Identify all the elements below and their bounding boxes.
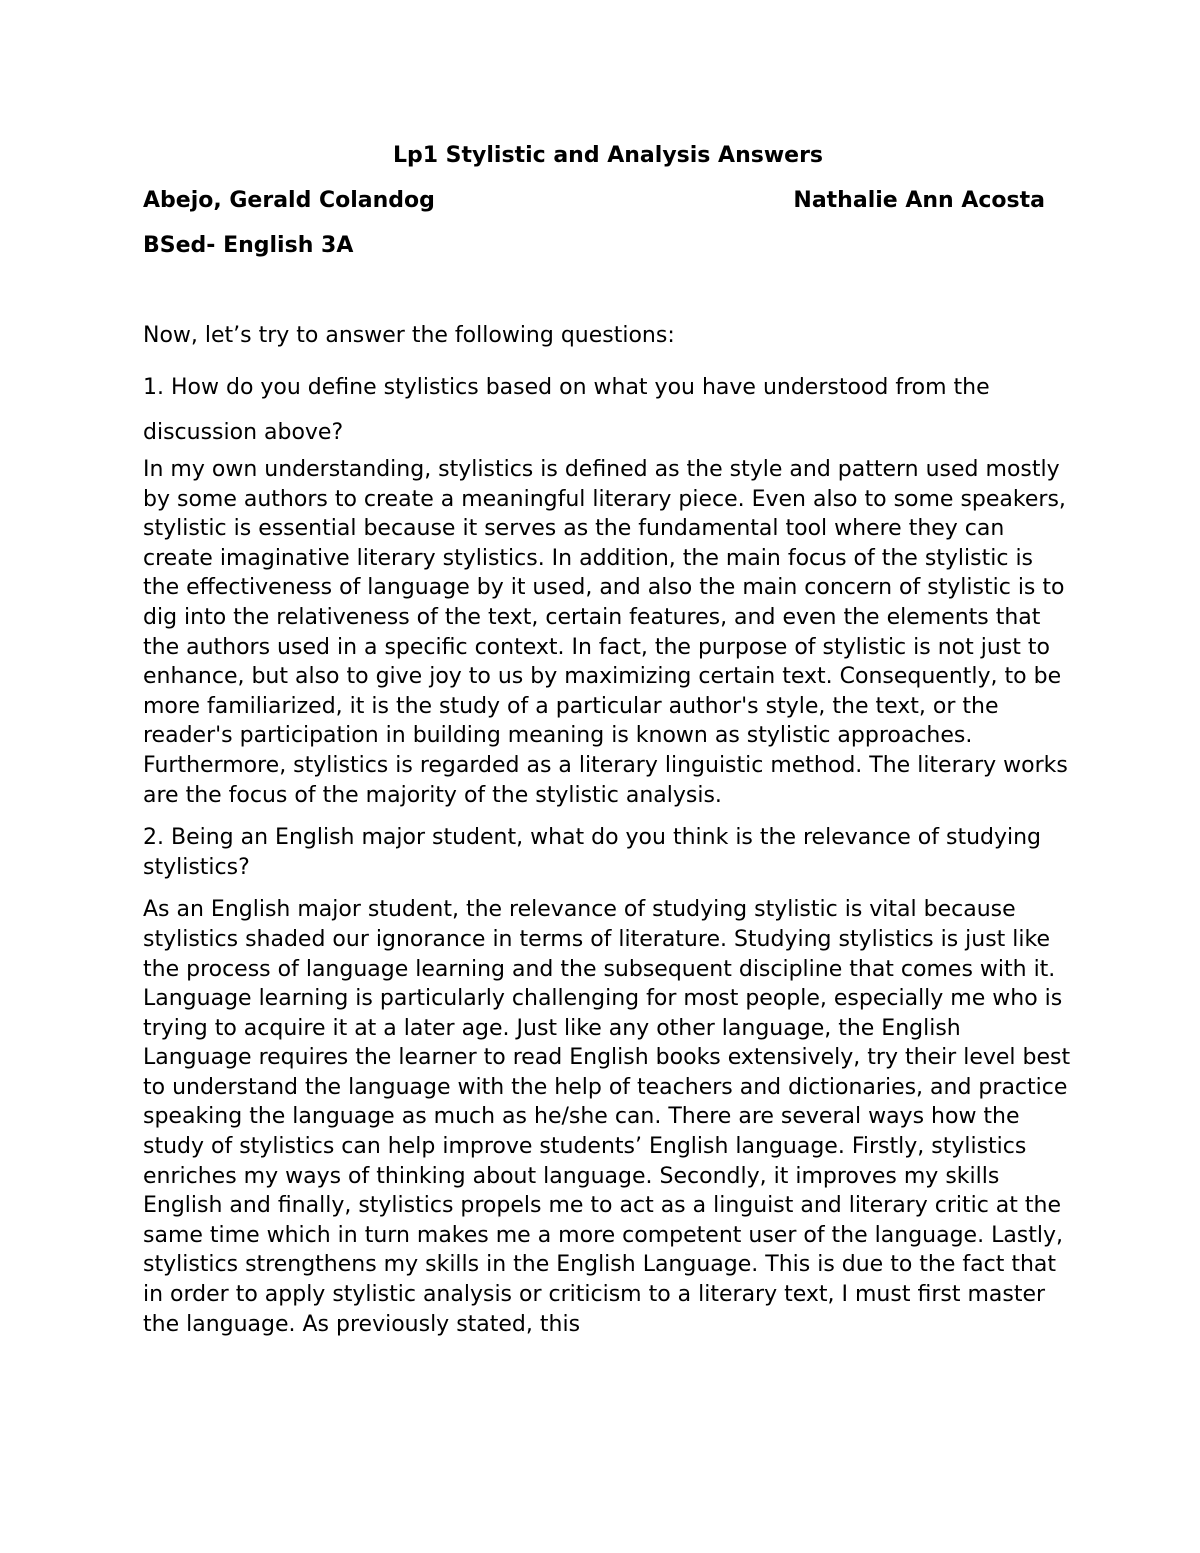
answer-2: As an English major student, the relevance of studying stylistic is vital because stylistics shaded our ignorance in terms of literature. Studying stylistics is just like the process of language learning and the subsequent discipline that comes with it. Language learning is particularly challenging for most people, especially me who is trying to acquire it at a later age. Just like any other language, the English Language requires the learner to read English books extensively, try their level best to understand the language with the help of teachers and dictionaries, and practice speaking the language as much as he/she can. There are several ways how the study of stylistics can help improve students’ English language. Firstly, stylistics enriches my ways of thinking about language. Secondly, it improves my skills English and finally, stylistics propels me to act as a linguist and literary critic at the same time which in turn makes me a more competent user of the language. Lastly, stylistics strengthens my skills in the English Language. This is due to the fact that in order to apply stylistic analysis or criticism to a literary text, I must first master the language. As previously stated, this <box>143 897 1071 1337</box>
author-name-left: Abejo, Gerald Colandog <box>143 188 435 213</box>
course-section: BSed- English 3A <box>143 233 354 258</box>
document-title: Lp1 Stylistic and Analysis Answers <box>392 143 824 168</box>
author-name-right: Nathalie Ann Acosta <box>793 188 1045 213</box>
author-row <box>143 185 1045 217</box>
intro-text: Now, let’s try to answer the following questions: <box>143 323 675 348</box>
question-1: 1. How do you define stylistics based on what you have understood from the discussion above? <box>143 375 990 445</box>
answer-1: In my own understanding, stylistics is defined as the style and pattern used mostly by some authors to create a meaningful literary piece. Even also to some speakers, stylistic is essential because it serves as the fundamental tool where they can create imaginative literary stylistics. In addition, the main focus of the stylistic is the effectiveness of language by it used, and also the main concern of stylistic is to dig into the relativeness of the text, certain features, and even the elements that the authors used in a specific context. In fact, the purpose of stylistic is not just to enhance, but also to give joy to us by maximizing certain text. Consequently, to be more familiarized, it is the study of a particular author's style, the text, or the reader's participation in building meaning is known as stylistic approaches. Furthermore, stylistics is regarded as a literary linguistic method. The literary works are the focus of the majority of the stylistic analysis. <box>143 457 1068 808</box>
document-body <box>143 140 1073 1352</box>
question-2: 2. Being an English major student, what do you think is the relevance of studying stylistics? <box>143 825 1042 880</box>
